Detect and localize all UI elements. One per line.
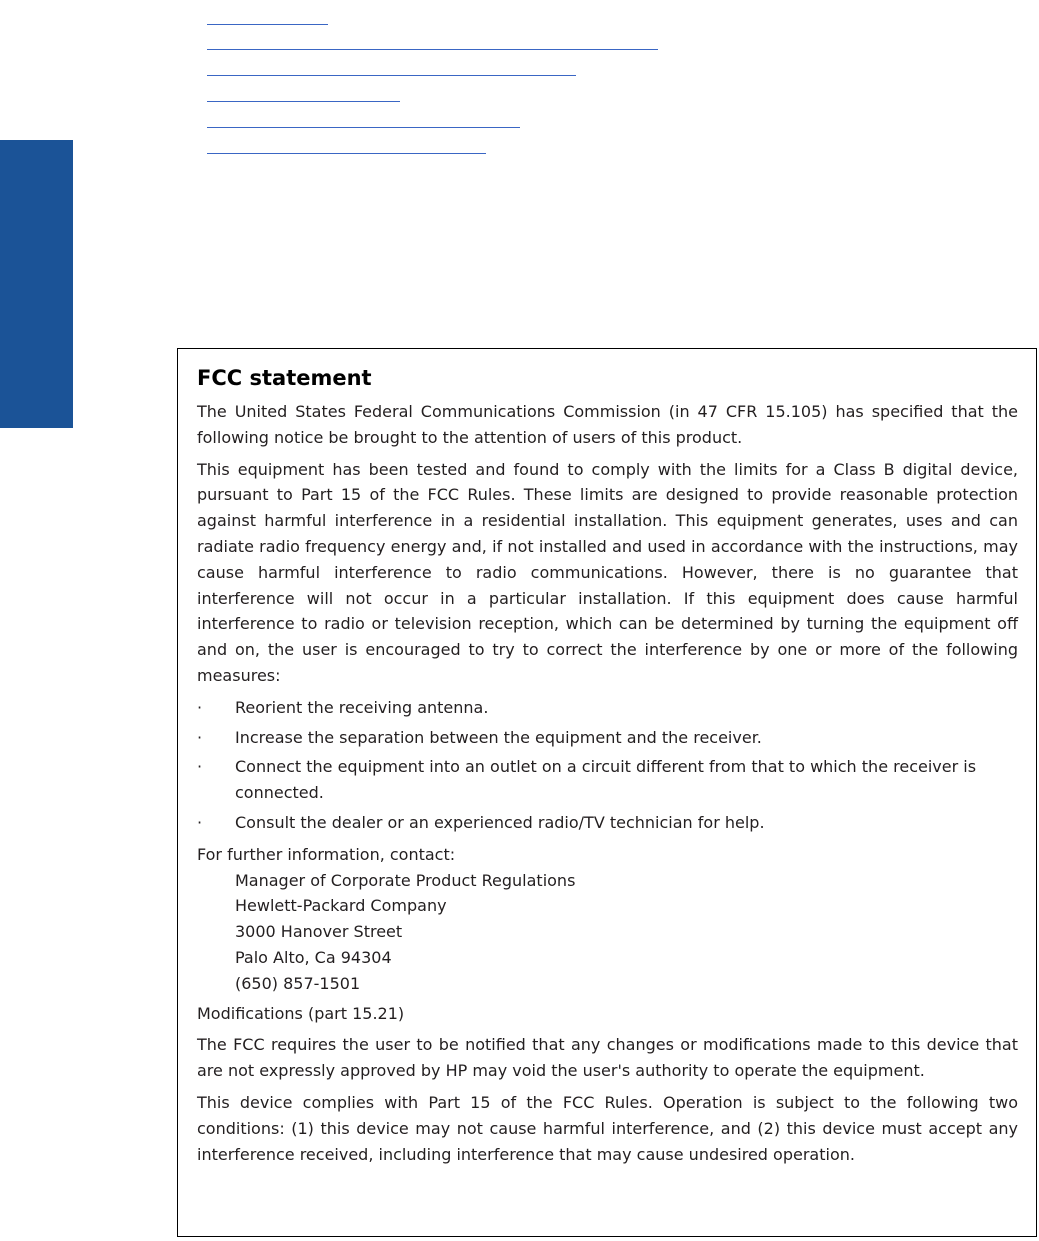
contact-line: Palo Alto, Ca 94304 (235, 947, 392, 967)
fcc-intro: The United States Federal Communications Commission (in 47 CFR 15.105) has specified that the following notice be brought to the attention of users of this product. (197, 402, 1018, 447)
list-item (197, 725, 1018, 751)
bullet-icon: · (197, 812, 203, 832)
contact-line: Manager of Corporate Product Regulations (235, 870, 576, 890)
modifications-text: The FCC requires the user to be notified that any changes or modifications made to this device that are not expressly approved by HP may void the user's authority to operate the equipment. (197, 1035, 1018, 1081)
measure-text: Increase the separation between the equipment and the receiver. (235, 727, 762, 747)
bullet-icon: · (197, 697, 203, 717)
measure-text: Consult the dealer or an experienced radio/TV technician for help. (235, 812, 765, 832)
measure-text: Reorient the receiving antenna. (235, 697, 489, 717)
contact-heading: For further information, contact: (197, 844, 456, 864)
toc-link-3[interactable] (207, 49, 658, 50)
compliance-text: This device complies with Part 15 of the FCC Rules. Operation is subject to the following two conditions: (1) this device may not cause harmful interference, and (2) this device must accept any interference received, including interference that may cause undesired operation. (197, 1092, 1018, 1164)
toc-link-2[interactable] (207, 24, 328, 25)
measures-list (197, 695, 1018, 836)
chapter-side-tab (0, 140, 73, 428)
fcc-statement-box (177, 348, 1037, 1237)
fcc-title: FCC statement (197, 366, 372, 390)
fcc-body: This equipment has been tested and found to comply with the limits for a Class B digital device, pursuant to Part 15 of the FCC Rules. These limits are designed to provide reasonable protection against harmful interference in a residential installation. This equipment generates, uses and can radiate radio frequency energy and, if not installed and used in accordance with the instructions, may cause harmful interference to radio communications. However, there is no guarantee that interference will not occur in a particular installation. If this equipment does cause harmful interference to radio or television reception, which can be determined by turning the equipment off and on, the user is encouraged to try to correct the interference by one or more of the following measures: (197, 459, 1018, 685)
toc-link-5[interactable] (207, 101, 400, 102)
toc-link-4[interactable] (207, 75, 576, 76)
bullet-icon: · (197, 727, 203, 747)
contact-line: 3000 Hanover Street (235, 922, 403, 942)
measure-text: Connect the equipment into an outlet on a circuit different from that to which the receiver is connected. (235, 757, 977, 803)
toc-link-7[interactable] (207, 153, 486, 154)
list-item (197, 754, 1018, 806)
modifications-heading: Modifications (part 15.21) (197, 1003, 405, 1023)
toc-link-6[interactable] (207, 127, 520, 128)
contact-line: (650) 857-1501 (235, 973, 361, 993)
contact-line: Hewlett-Packard Company (235, 896, 447, 916)
list-item (197, 695, 1018, 721)
bullet-icon: · (197, 757, 203, 777)
list-item (197, 810, 1018, 836)
